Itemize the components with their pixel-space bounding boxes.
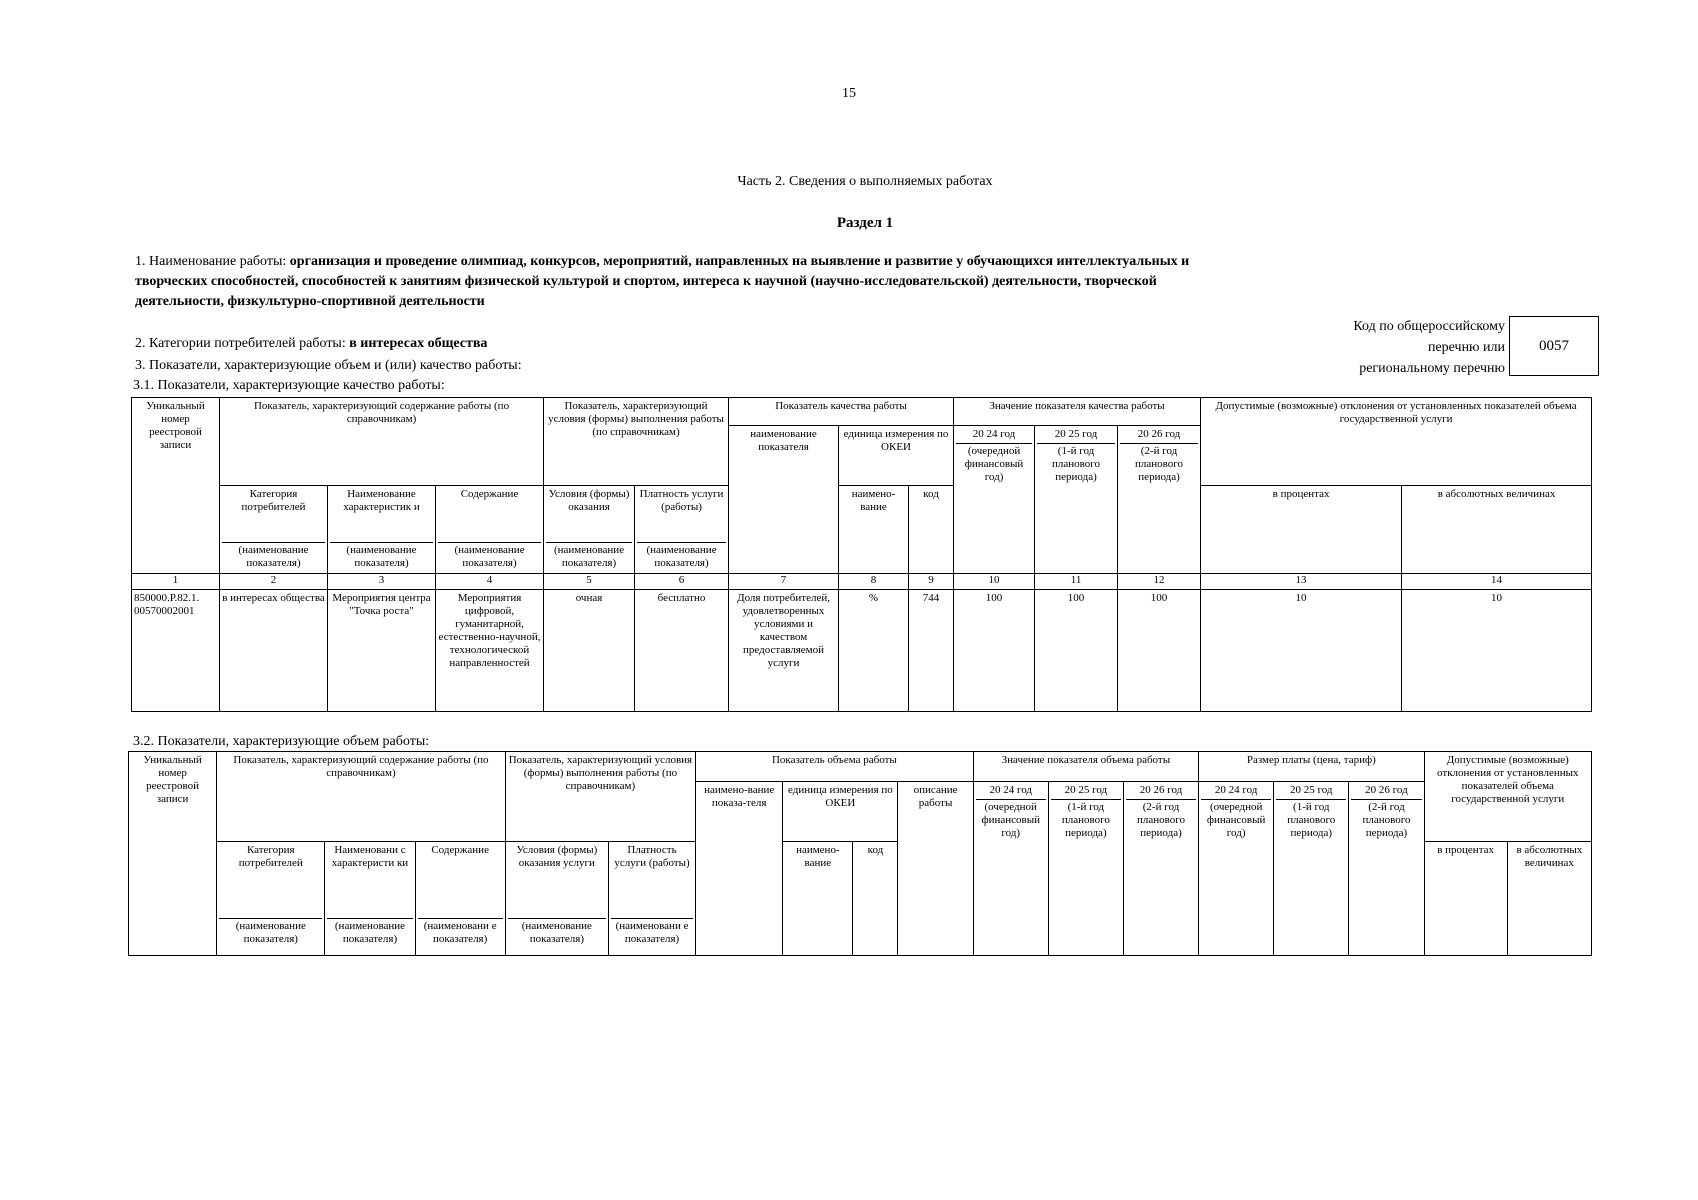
v-h-y3-top: 20 26 год xyxy=(1139,784,1183,796)
v-h-fee-y1-bot: (очередной финансовый год) xyxy=(1201,799,1271,840)
q-h-ind-name: наименование показателя xyxy=(729,426,839,574)
q-num: 7 xyxy=(729,574,839,590)
quality-heading: 3.1. Показатели, характеризующие качество работы: xyxy=(133,378,445,393)
q-num: 12 xyxy=(1118,574,1201,590)
v-h-content: Показатель, характеризующий содержание работы (по справочникам) xyxy=(217,752,506,842)
q-num: 1 xyxy=(132,574,220,590)
q-h-unit: единица измерения по ОКЕИ xyxy=(839,426,954,486)
q-h-cont xyxy=(436,486,544,574)
q-num: 2 xyxy=(220,574,328,590)
q-h-content: Показатель, характеризующий содержание работы (по справочникам) xyxy=(220,398,544,486)
q-cell-pay: бесплатно xyxy=(635,590,729,712)
q-h-unit-name: наимено-вание xyxy=(839,486,909,574)
v-h-unit: единица измерения по ОКЕИ xyxy=(783,782,898,842)
v-h-unique: Уникальный номер реестровой записи xyxy=(129,752,217,956)
v-h-y1-bot: (очередной финансовый год) xyxy=(976,799,1046,840)
volume-heading: 3.2. Показатели, характеризующие объем работы: xyxy=(133,734,430,749)
v-h-cont-sub: (наименовани е показателя) xyxy=(418,918,503,946)
q-h-cat xyxy=(220,486,328,574)
indicators-heading: 3. Показатели, характеризующие объем и (или) качество работы: xyxy=(135,358,522,373)
section-title: Раздел 1 xyxy=(836,215,894,231)
q-cell-dev-pct: 10 xyxy=(1201,590,1402,712)
v-h-ind-name: наимено-вание показа-теля xyxy=(696,782,783,956)
code-value: 0057 xyxy=(1539,337,1569,354)
q-h-unit-code: код xyxy=(909,486,954,574)
q-h-conditions: Показатель, характеризующий условия (формы) выполнения работы (по справочникам) xyxy=(544,398,729,486)
q-cell-unit-name: % xyxy=(839,590,909,712)
q-cell-unit-code: 744 xyxy=(909,590,954,712)
q-h-abs: в абсолютных величинах xyxy=(1402,486,1592,574)
q-h-cont-sub: (наименование показателя) xyxy=(438,542,541,570)
v-h-cat xyxy=(217,842,325,956)
q-h-cond xyxy=(544,486,635,574)
v-h-percent: в процентах xyxy=(1424,842,1507,956)
consumers-label: 2. Категории потребителей работы: xyxy=(135,336,350,351)
q-num: 8 xyxy=(839,574,909,590)
q-num: 14 xyxy=(1402,574,1592,590)
q-h-cond-sub: (наименование показателя) xyxy=(546,542,632,570)
work-name-label: 1. Наименование работы: xyxy=(135,254,290,269)
code-label xyxy=(1290,316,1505,379)
q-h-pay-sub: (наименование показателя) xyxy=(637,542,726,570)
v-h-unit-name: наимено-вание xyxy=(783,842,853,956)
v-h-deviation: Допустимые (возможные) отклонения от установленных показателей объема государственной услуги xyxy=(1424,752,1591,842)
work-name-value: организация и проведение олимпиад, конкурсов, мероприятий, направленных на выявление и развитие у обучающихся интеллектуальных и творческих способностей, способностей к занятиям физической культурой и спортом, интереса к научной (научно-исследовательской) деятельности, творческой деятельности, физкультурно-спортивной деятельности xyxy=(135,254,1190,309)
v-h-conditions: Показатель, характеризующий условия (формы) выполнения работы (по справочникам) xyxy=(505,752,695,842)
q-h-y1-bot: (очередной финансовый год) xyxy=(956,443,1032,484)
q-h-char-sub: (наименование показателя) xyxy=(330,542,433,570)
q-cell-dev-abs: 10 xyxy=(1402,590,1592,712)
consumers-line xyxy=(135,336,487,352)
q-h-quality: Показатель качества работы xyxy=(729,398,954,426)
v-h-fee-y1 xyxy=(1199,782,1274,956)
v-h-fee-y2-top: 20 25 год xyxy=(1290,784,1333,796)
q-h-y1 xyxy=(954,426,1035,574)
q-cell-ind: Доля потребителей, удовлетворенных условиями и качеством предоставляемой услуги xyxy=(729,590,839,712)
q-h-y1-top: 20 24 год xyxy=(972,428,1016,440)
v-h-y2 xyxy=(1048,782,1123,956)
v-h-fee-y1-top: 20 24 год xyxy=(1214,784,1258,796)
q-cell-unique: 850000.Р.82.1. 00570002001 xyxy=(132,590,220,712)
code-label-2: перечню или xyxy=(1427,340,1505,355)
code-box xyxy=(1509,316,1599,376)
q-h-pay xyxy=(635,486,729,574)
q-h-cat-label: Категория потребителей xyxy=(241,488,306,513)
code-label-3: региональному перечню xyxy=(1359,361,1505,376)
v-h-y2-top: 20 25 год xyxy=(1064,784,1108,796)
v-h-pay xyxy=(608,842,695,956)
q-h-cat-sub: (наименование показателя) xyxy=(222,542,325,570)
q-h-y3 xyxy=(1118,426,1201,574)
table-row xyxy=(132,590,1592,712)
q-h-char-label: Наименование характеристик и xyxy=(343,488,420,513)
q-h-value: Значение показателя качества работы xyxy=(954,398,1201,426)
q-h-y2 xyxy=(1035,426,1118,574)
v-h-pay-label: Платность услуги (работы) xyxy=(614,844,690,869)
consumers-value: в интересах общества xyxy=(349,336,488,351)
quality-table xyxy=(131,397,1592,712)
q-cell-cont: Мероприятия цифровой, гуманитарной, естественно-научной, технологической направленностей xyxy=(436,590,544,712)
v-h-desc: описание работы xyxy=(898,782,973,956)
v-h-fee-y3 xyxy=(1349,782,1424,956)
v-h-char xyxy=(325,842,415,956)
q-h-cond-label: Условия (формы) оказания xyxy=(548,488,630,513)
v-h-pay-sub: (наименовани е показателя) xyxy=(611,918,693,946)
v-h-fee-y3-bot: (2-й год планового периода) xyxy=(1351,799,1421,840)
q-num: 9 xyxy=(909,574,954,590)
q-h-y2-top: 20 25 год xyxy=(1054,428,1098,440)
q-cell-cond: очная xyxy=(544,590,635,712)
q-h-deviation: Допустимые (возможные) отклонения от установленных показателей объема государственной услуги xyxy=(1201,398,1592,486)
volume-table xyxy=(128,751,1592,956)
v-h-y2-bot: (1-й год планового периода) xyxy=(1051,799,1121,840)
q-h-unique: Уникальный номер реестровой записи xyxy=(132,398,220,574)
q-num: 3 xyxy=(328,574,436,590)
v-h-unit-code: код xyxy=(853,842,898,956)
v-h-cond-sub: (наименование показателя) xyxy=(508,918,606,946)
q-num: 4 xyxy=(436,574,544,590)
q-num: 10 xyxy=(954,574,1035,590)
v-h-y1 xyxy=(973,782,1048,956)
q-cell-char: Мероприятия центра "Точка роста" xyxy=(328,590,436,712)
v-h-y3 xyxy=(1123,782,1198,956)
q-cell-y1: 100 xyxy=(954,590,1035,712)
v-h-volume: Показатель объема работы xyxy=(696,752,974,782)
v-h-cont xyxy=(415,842,505,956)
v-h-cond-label: Условия (формы) оказания услуги xyxy=(516,844,598,869)
v-h-cat-label: Категория потребителей xyxy=(238,844,303,869)
q-h-y2-bot: (1-й год планового периода) xyxy=(1037,443,1115,484)
v-h-abs: в абсолютных величинах xyxy=(1507,842,1591,956)
part-title: Часть 2. Сведения о выполняемых работах xyxy=(737,174,993,189)
q-num: 5 xyxy=(544,574,635,590)
q-cell-y2: 100 xyxy=(1035,590,1118,712)
q-h-char xyxy=(328,486,436,574)
q-h-y3-bot: (2-й год планового периода) xyxy=(1120,443,1198,484)
q-num: 6 xyxy=(635,574,729,590)
v-h-fee-y3-top: 20 26 год xyxy=(1365,784,1408,796)
q-cell-y3: 100 xyxy=(1118,590,1201,712)
q-num: 13 xyxy=(1201,574,1402,590)
v-h-cont-label: Содержание xyxy=(431,844,489,856)
v-h-fee-y2 xyxy=(1274,782,1349,956)
page-number: 15 xyxy=(842,86,856,101)
v-h-cat-sub: (наименование показателя) xyxy=(219,918,322,946)
q-h-pay-label: Платность услуги (работы) xyxy=(639,488,724,513)
v-h-fee-y2-bot: (1-й год планового периода) xyxy=(1276,799,1346,840)
q-cell-cat: в интересах общества xyxy=(220,590,328,712)
q-h-y3-top: 20 26 год xyxy=(1137,428,1181,440)
q-num: 11 xyxy=(1035,574,1118,590)
v-h-cond xyxy=(505,842,608,956)
q-h-cont-label: Содержание xyxy=(460,488,519,500)
q-h-percent: в процентах xyxy=(1201,486,1402,574)
v-h-char-label: Наименовани с характеристи ки xyxy=(331,844,409,869)
v-h-char-sub: (наименование показателя) xyxy=(327,918,412,946)
work-name xyxy=(135,252,1235,312)
v-h-y1-top: 20 24 год xyxy=(989,784,1032,796)
v-h-fee: Размер платы (цена, тариф) xyxy=(1199,752,1424,782)
v-h-y3-bot: (2-й год планового периода) xyxy=(1126,799,1196,840)
code-label-1: Код по общероссийскому xyxy=(1353,319,1505,334)
v-h-value: Значение показателя объема работы xyxy=(973,752,1198,782)
